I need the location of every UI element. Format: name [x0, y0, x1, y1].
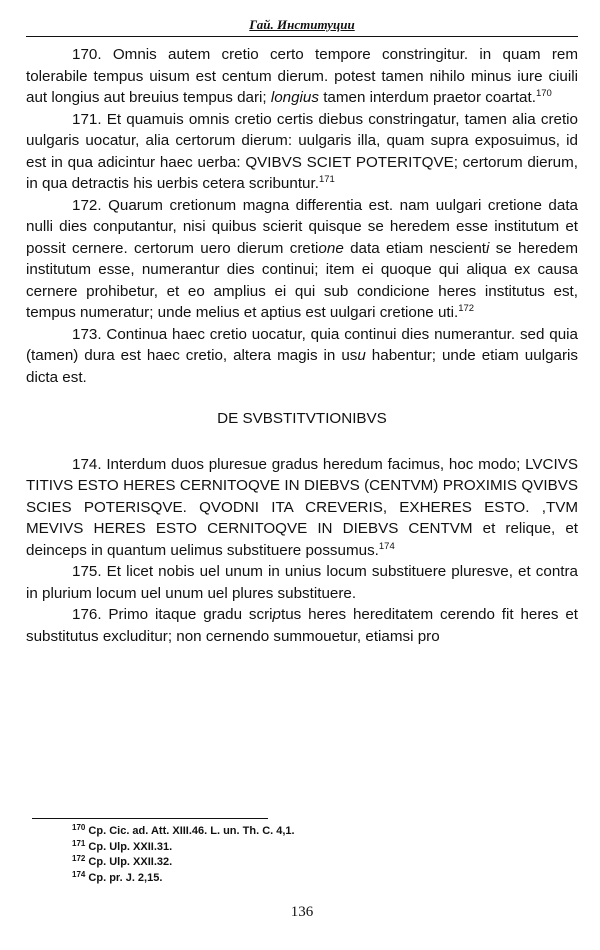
- text-run: se heredem institutum esse, numerantur dies continui; item ei quoque qui aliqua ex causa cernere prohibetur, et eo amplius ei qui sub condicione heres institutus est, tempus numeratur; unde melius et aptius est uulgari cretione uti.: [26, 239, 578, 321]
- italic-text: one: [318, 239, 344, 257]
- footnotes: [72, 824, 572, 886]
- footnote-ref: 172: [458, 303, 475, 314]
- book-page: [26, 0, 578, 950]
- footnote-ref: 174: [378, 540, 395, 552]
- page-number: 136: [290, 904, 314, 920]
- footnote-divider: [32, 818, 268, 819]
- running-head: [26, 14, 578, 37]
- paragraph-171: [26, 109, 578, 195]
- footnote-number: 170: [72, 823, 86, 832]
- italic-text: i: [486, 239, 490, 257]
- running-title: Гай. Институции: [249, 17, 355, 32]
- text-run: tus heres hereditatem cerendo fit heres et substitutus excluditur; non cernendo summouetur, etiamsi pro: [26, 606, 578, 645]
- footnote-ref: 170: [535, 88, 552, 99]
- paragraph-170: [26, 44, 578, 109]
- footnote-172: [72, 855, 572, 871]
- text-run: 171. Et quamuis omnis cretio certis diebus constringatur, tamen alia cretio uulgaris uocatur, alia certorum dierum: uulgaris illa, quam supra exposuimus, id est in qua adicintur haec uerba: QVIBVS SCIET POTERITQVE; certorum dierum, in qua detractis his uerbis cetera scribuntur.: [26, 110, 578, 192]
- text-run: habentur; unde etiam uulgaris dicta est.: [26, 347, 578, 386]
- footnote-text: Cp. pr. J. 2,15.: [88, 871, 163, 884]
- text-run: 176. Primo itaque gradu scri: [72, 606, 273, 623]
- footnote-number: 171: [72, 838, 86, 848]
- paragraph-172: [26, 195, 578, 324]
- text-run: 170. Omnis autem cretio certo tempore constringitur. in quam rem tolerabile tempus uisum est centum dierum. potest tamen nihilo minus iure ciuili aut longius aut breuius tempus dari;: [26, 46, 578, 106]
- footnote-174: [72, 871, 572, 887]
- footnote-text: Cp. Ulp. XXII.32.: [88, 856, 173, 869]
- paragraph-173: [26, 324, 578, 389]
- paragraph-176: [26, 604, 578, 647]
- text-run: 173. Continua haec cretio uocatur, quia continui dies numerantur. sed quia (tamen) dura est haec cretio, altera magis in us: [26, 325, 578, 364]
- paragraph-group-after: [26, 454, 578, 648]
- paragraph-174: [26, 454, 578, 562]
- italic-text: p: [272, 606, 281, 623]
- footnote-number: 174: [72, 869, 86, 879]
- footnote-171: [72, 840, 572, 856]
- italic-text: longius: [270, 89, 319, 106]
- italic-text: u: [357, 347, 366, 364]
- paragraph-175: [26, 561, 578, 604]
- text-run: 172. Quarum cretionum magna differentia est. nam uulgari cretione data nulli dies conputantur, nisi quibus scierit quisque se heredem esse institutum et possit cernere. certorum uero dierum creti: [26, 196, 578, 257]
- footnote-170: [72, 824, 572, 840]
- footnote-ref: 171: [318, 174, 335, 185]
- text-run: tamen interdum praetor coartat.: [318, 89, 536, 106]
- footnote-text: Cp. Cic. ad. Att. XIII.46. L. un. Th. C. 4,1.: [88, 825, 295, 837]
- text-run: data etiam nescient: [343, 239, 486, 257]
- section-heading: DE SVBSTITVTIONIBVS: [217, 410, 387, 427]
- paragraph-group-before: [26, 44, 578, 388]
- text-run: 175. Et licet nobis uel unum in unius locum substituere pluresve, et contra in plurium locum uel unum uel plures substituere.: [26, 563, 578, 602]
- body-text: [26, 44, 578, 647]
- footnote-number: 172: [72, 854, 86, 864]
- text-run: 174. Interdum duos pluresue gradus heredum facimus, hoc modo; LVCIVS TITIVS ESTO HERES CERNITOQVE IN DIEBVS (CENTVM) PROXIMIS QVIBVS SCIES POTERISQVE. QVODNI ITA CREVERIS, EXHERES ESTO. ,TVM MEVIVS HERES ESTO CERNITOQVE IN DIEBVS CENTVM et relique, et deinceps in quantum uelimus substituere possumus.: [26, 455, 578, 559]
- footnote-text: Cp. Ulp. XXII.31.: [88, 840, 173, 853]
